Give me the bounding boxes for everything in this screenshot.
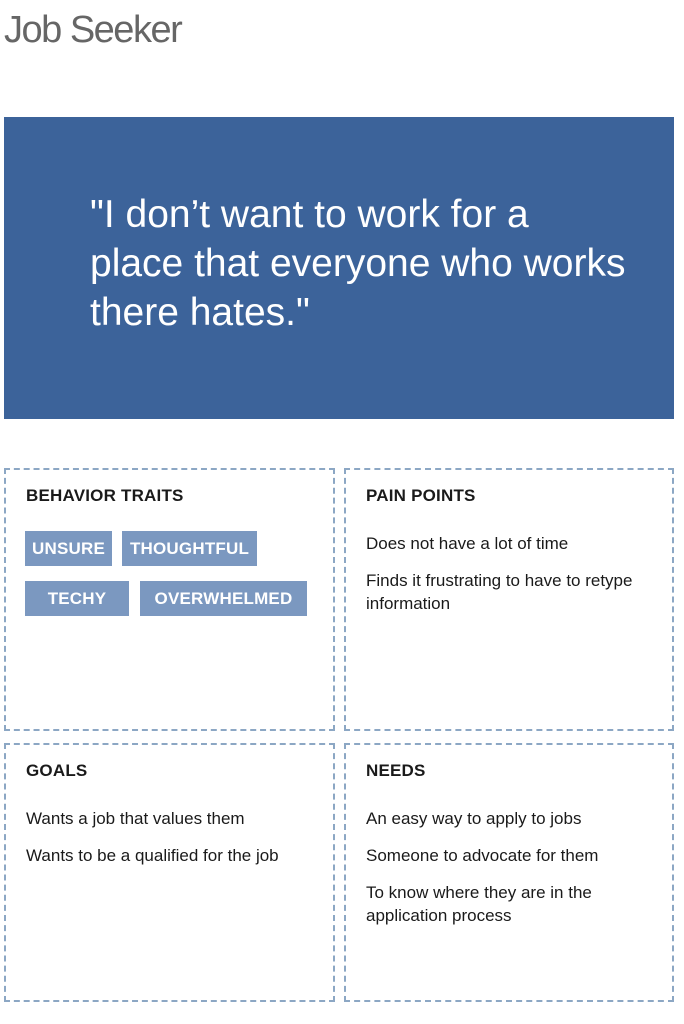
needs-heading: NEEDS	[366, 761, 426, 780]
persona-quote: "I don’t want to work for a place that everyone who works there hates."	[90, 193, 626, 334]
pain-points-list	[366, 532, 656, 629]
needs-list	[366, 807, 656, 941]
page-title: Job Seeker	[4, 9, 182, 51]
list-item: Finds it frustrating to have to retype information	[366, 571, 633, 613]
list-item: Does not have a lot of time	[366, 534, 569, 553]
behavior-traits-heading: BEHAVIOR TRAITS	[26, 486, 184, 505]
behavior-traits-card	[4, 468, 335, 731]
trait-tag-overwhelmed: OVERWHELMED	[140, 581, 307, 616]
trait-tag-thoughtful: THOUGHTFUL	[122, 531, 257, 566]
goals-list	[26, 807, 316, 881]
list-item: Wants a job that values them	[26, 809, 245, 828]
goals-card	[4, 743, 335, 1002]
list-item: An easy way to apply to jobs	[366, 809, 582, 828]
pain-points-card	[344, 468, 674, 731]
list-item: To know where they are in the application process	[366, 883, 592, 925]
trait-tag-techy: TECHY	[25, 581, 129, 616]
needs-card	[344, 743, 674, 1002]
pain-points-heading: PAIN POINTS	[366, 486, 476, 505]
list-item: Wants to be a qualified for the job	[26, 846, 279, 865]
list-item: Someone to advocate for them	[366, 846, 599, 865]
trait-tag-unsure: UNSURE	[25, 531, 112, 566]
goals-heading: GOALS	[26, 761, 88, 780]
